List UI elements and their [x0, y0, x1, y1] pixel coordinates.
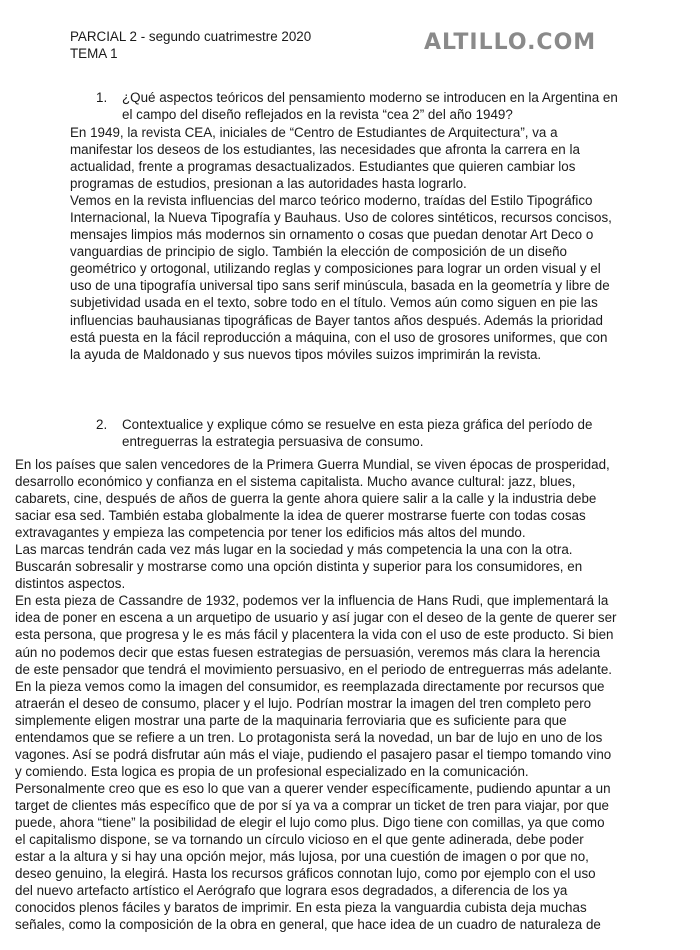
- answer-line: deseo genuino, la elegirá. Hasta los recursos gráficos connotan lujo, como por ejemplo con el uso: [15, 866, 596, 882]
- answer-line: influencias bauhausianas tipográficas de Bayer tantos años después. Además la prioridad: [70, 312, 603, 328]
- question-1-text: [122, 89, 618, 123]
- answer-line: vagones. Así se podrá disfrutar aún más el viaje, pudiendo el pasajero pasar el tiempo tomando vino: [15, 746, 612, 762]
- answer-line: vanguardias de principio de siglo. También la elección de composición de un diseño: [70, 244, 568, 260]
- answer-line: actualidad, frente a programas desactualizados. Estudiantes que quieren cambiar los: [70, 159, 576, 175]
- answer-line: En esta pieza de Cassandre de 1932, podemos ver la influencia de Hans Rudi, que implementará la: [15, 593, 609, 609]
- answer-line: puede, ahora “tiene” la posibilidad de elegir el lujo como plus. Digo tiene con comillas, ya que como: [15, 814, 605, 830]
- answer-line: Personalmente creo que es eso lo que van a querer vender específicamente, pudiendo apuntar a un: [15, 780, 611, 796]
- answer-line: Internacional, la Nueva Tipografía y Bauhaus. Uso de colores sintéticos, recursos concisos,: [70, 210, 612, 226]
- answer-line: programas de estudios, presionan a las autoridades hasta lograrlo.: [70, 176, 467, 192]
- answer-line: En 1949, la revista CEA, iniciales de “Centro de Estudiantes de Arquitectura”, va a: [70, 125, 558, 140]
- answer-line: simplemente eligen mostrar una parte de la maquinaria ferroviaria que es suficiente para que: [15, 712, 567, 728]
- answer-line: En los países que salen vencedores de la Primera Guerra Mundial, se viven épocas de prosperidad,: [15, 457, 610, 472]
- answer-line: cabarets, cine, después de años de guerra la gente ahora quiere salir a la calle y la industria debe: [15, 491, 597, 507]
- answer-line: Buscarán sobresalir y mostrarse como una opción distinta y superior para los consumidores, en: [15, 559, 583, 575]
- answer-line: aún no podemos decir que estas fuesen estrategias de persuasión, veremos más clara la herencia: [15, 644, 601, 660]
- answer-line: estar a la altura y si hay una opción mejor, más lujosa, por una cuestión de imagen o por que no,: [15, 849, 589, 865]
- answer-line: saciar esa sed. También estaba globalmente la idea de querer mostrarse fuerte con todas cosas: [15, 508, 586, 524]
- answer-line: En la pieza vemos como la imagen del consumidor, es reemplazada directamente por recursos que: [15, 678, 605, 694]
- answer-line: idea de poner en escena a un arquetipo de usuario y así jugar con el deseo de la gente de querer ser: [15, 610, 617, 626]
- question-line: ¿Qué aspectos teóricos del pensamiento moderno se introducen en la Argentina en: [122, 90, 618, 105]
- question-line: Contextualice y explique cómo se resuelve en esta pieza gráfica del período de: [122, 417, 593, 432]
- answer-line: distintos aspectos.: [15, 576, 126, 592]
- answer-line: el capitalismo dispone, se va tornando un círculo vicioso en el que gente adinerada, debe poder: [15, 832, 584, 848]
- answer-line: mensajes limpios más modernos sin ornamento o cosas que puedan denotar Art Deco o: [70, 227, 594, 243]
- answer-line: target de clientes más específico que de por sí ya va a comprar un ticket de tren para viajar, por que: [15, 797, 609, 813]
- answer-line: geométrico y ortogonal, utilizando reglas y composiciones para lograr un orden visual y el: [70, 261, 601, 277]
- answer-line: extravagantes y empieza las competencia por tener los edificios más altos del mundo.: [15, 525, 526, 541]
- answer-line: desarrollo económico y confianza en el sistema capitalista. Mucho avance cultural: jazz, blues,: [15, 474, 576, 490]
- answer-line: Vemos en la revista influencias del marco teórico moderno, traídas del Estilo Tipográfico: [70, 193, 593, 209]
- answer-line: Las marcas tendrán cada vez más lugar en la sociedad y más competencia la una con la otra.: [15, 542, 573, 558]
- answer-line: conocidos plenos fáciles y baratos de imprimir. En esta pieza la vanguardia cubista deja muchas: [15, 900, 587, 916]
- answer-line: atraerán el deseo de consumo, placer y el lujo. Podrían mostrar la imagen del tren completo pero: [15, 695, 592, 711]
- answer-1: [70, 124, 612, 363]
- answer-line: señales, como la composición de la obra en general, que hace idea de un cuadro de naturaleza de: [15, 917, 601, 933]
- answer-line: la ayuda de Maldonado y sus nuevos tipos móviles suizos imprimirán la revista.: [70, 346, 542, 362]
- question-1-number: 1.: [96, 90, 108, 105]
- answer-line: y comiendo. Esta logica es propia de un profesional especializado en la comunicación.: [15, 763, 529, 779]
- answer-line: subjetividad usada en el texto, sobre todo en el título. Vemos aún como siguen en pie las: [70, 295, 598, 311]
- site-watermark: ALTILLO.COM: [424, 30, 597, 55]
- answer-line: entendamos que se refiere a un tren. Lo protagonista será la novedad, un bar de lujo en uno de los: [15, 729, 603, 745]
- question-line: el campo del diseño reflejados en la revista “cea 2” del año 1949?: [122, 107, 513, 122]
- question-2-number: 2.: [96, 417, 108, 432]
- question-2-text: [122, 416, 592, 450]
- answer-line: del nuevo artefacto artístico el Aerógrafo que lograra esos degradados, a diferencia de los ya: [15, 883, 568, 899]
- answer-line: uso de una tipografía universal tipo sans serif minúscula, basada en la geometría y libre de: [70, 278, 610, 294]
- exam-title: PARCIAL 2 - segundo cuatrimestre 2020: [70, 29, 312, 44]
- document-header: [70, 28, 311, 62]
- answer-line: manifestar los deseos de los estudiantes, las necesidades que afronta la carrera en la: [70, 142, 580, 158]
- answer-line: de este pensador que tendrá el movimiento persuasivo, en el periodo de entreguerras más adelante.: [15, 661, 613, 677]
- exam-topic: TEMA 1: [70, 46, 118, 61]
- question-line: entreguerras la estrategia persuasiva de consumo.: [122, 434, 424, 449]
- answer-line: esta persona, que progresa y le es más fácil y placentera la vida con el uso de este producto. Si bien: [15, 627, 614, 643]
- answer-2: [15, 456, 617, 933]
- answer-line: está puesta en la fácil reproducción a máquina, con el uso de grosores uniformes, que con: [70, 329, 608, 345]
